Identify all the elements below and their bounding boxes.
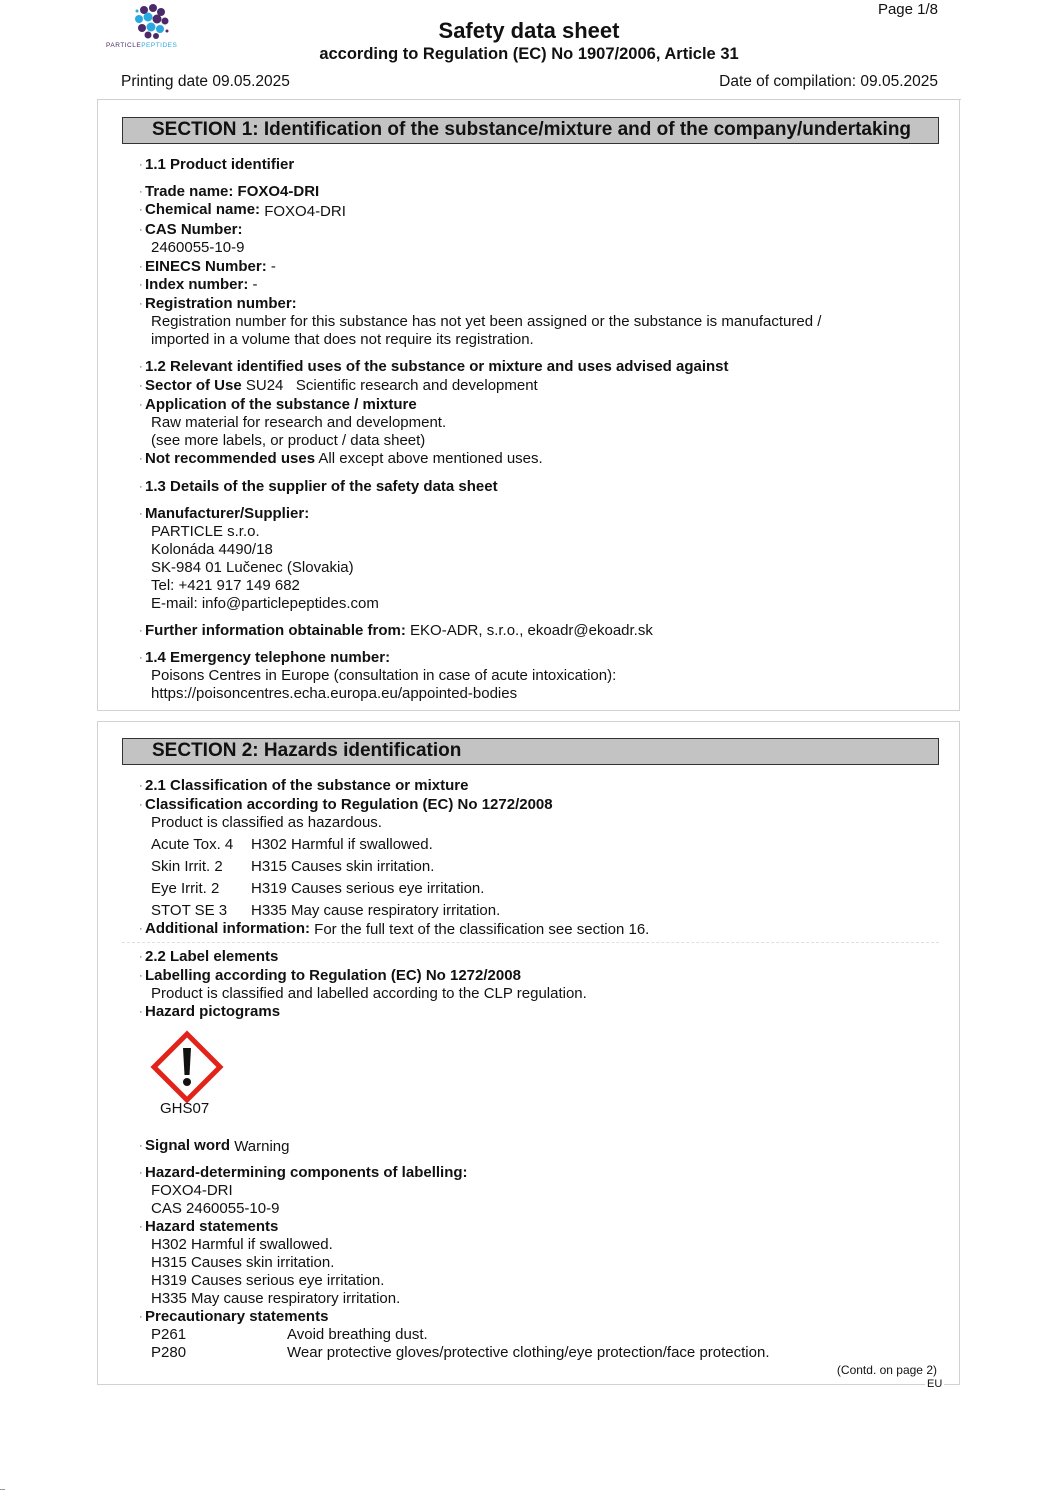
printing-date: Printing date 09.05.2025: [121, 73, 290, 90]
application-text-2: (see more labels, or product / data sheet): [151, 432, 426, 449]
hazard-statement: H315 Causes skin irritation.: [151, 1254, 335, 1271]
dashed-divider: [122, 942, 939, 943]
document-subtitle: according to Regulation (EC) No 1907/2006, Article 31: [319, 45, 739, 63]
hazard-components-label: · Hazard-determining components of labelling:: [139, 1164, 468, 1181]
classification-row: Acute Tox. 4 H302 Harmful if swallowed.: [151, 836, 433, 853]
classification-regulation: · Classification according to Regulation (EC) No 1272/2008: [139, 796, 553, 813]
continued-note: (Contd. on page 2): [836, 1363, 937, 1377]
classification-row: Skin Irrit. 2 H315 Causes skin irritation.: [151, 858, 435, 875]
address-line: Kolonáda 4490/18: [151, 541, 273, 558]
sector-of-use: · Sector of Use SU24 Scientific research and development: [139, 377, 538, 394]
subsection-2-2: · 2.2 Label elements: [139, 948, 279, 965]
emergency-link[interactable]: https://poisoncentres.echa.europa.eu/appointed-bodies: [151, 685, 518, 702]
registration-text-2: imported in a volume that does not require its registration.: [151, 331, 534, 348]
trade-name: · Trade name: FOXO4-DRI: [139, 183, 320, 200]
labelling-text: Product is classified and labelled according to the CLP regulation.: [151, 985, 587, 1002]
component-item: CAS 2460055-10-9: [151, 1200, 280, 1217]
section-1: [97, 100, 960, 711]
region-code: EU: [927, 1378, 943, 1390]
hazard-statement: H319 Causes serious eye irritation.: [151, 1272, 385, 1289]
cas-number-value: 2460055-10-9: [151, 239, 245, 256]
section-2-heading: SECTION 2: Hazards identification: [122, 738, 939, 765]
document-title: Safety data sheet: [438, 18, 620, 43]
manufacturer-label: · Manufacturer/Supplier:: [139, 505, 310, 522]
hazard-statements-label: · Hazard statements: [139, 1218, 279, 1235]
pictogram-code: GHS07: [160, 1100, 210, 1117]
index-number: · Index number: -: [139, 276, 258, 293]
subsection-2-1: · 2.1 Classification of the substance or mixture: [139, 777, 469, 794]
einecs-number: · EINECS Number: -: [139, 258, 276, 275]
labelling-regulation: · Labelling according to Regulation (EC) No 1272/2008: [139, 967, 521, 984]
precaution-row: P280 Wear protective gloves/protective clothing/eye protection/face protection.: [151, 1344, 770, 1361]
address-email[interactable]: E-mail: info@particlepeptides.com: [151, 595, 379, 612]
compilation-date: Date of compilation: 09.05.2025: [719, 73, 938, 90]
ghs07-exclamation-icon: [150, 1030, 224, 1104]
classification-text: Product is classified as hazardous.: [151, 814, 382, 831]
logo-text: PARTICLEPEPTIDES: [106, 42, 178, 49]
registration-text-1: Registration number for this substance has not yet been assigned or the substance is manufactured /: [151, 313, 822, 330]
subsection-1-1: · 1.1 Product identifier: [139, 156, 295, 173]
subsection-1-2: · 1.2 Relevant identified uses of the substance or mixture and uses advised against: [139, 358, 729, 375]
additional-information: · Additional information: For the full text of the classification see section 16.: [139, 920, 650, 938]
application-label: · Application of the substance / mixture: [139, 396, 417, 413]
section-1-heading: SECTION 1: Identification of the substance/mixture and of the company/undertaking: [122, 117, 939, 144]
precautionary-statements-label: · Precautionary statements: [139, 1308, 329, 1325]
page-number: Page 1/8: [877, 1, 938, 18]
section-2: [97, 721, 960, 1385]
address-line: SK-984 01 Lučenec (Slovakia): [151, 559, 354, 576]
component-item: FOXO4-DRI: [151, 1182, 233, 1199]
application-text-1: Raw material for research and development.: [151, 414, 447, 431]
hazard-statement: H335 May cause respiratory irritation.: [151, 1290, 401, 1307]
hazard-statement: H302 Harmful if swallowed.: [151, 1236, 333, 1253]
page-mark: [0, 1489, 5, 1490]
cas-number-label: · CAS Number:: [139, 221, 243, 238]
further-information: · Further information obtainable from: EKO-ADR, s.r.o., ekoadr@ekoadr.sk: [139, 622, 653, 639]
chemical-name: · Chemical name: FOXO4-DRI: [139, 201, 346, 220]
precaution-row: P261 Avoid breathing dust.: [151, 1326, 428, 1343]
emergency-text: Poisons Centres in Europe (consultation in case of acute intoxication):: [151, 667, 617, 684]
not-recommended-uses: · Not recommended uses All except above mentioned uses.: [139, 450, 543, 467]
subsection-1-3: · 1.3 Details of the supplier of the safety data sheet: [139, 478, 498, 495]
address-phone: Tel: +421 917 149 682: [151, 577, 300, 594]
classification-row: STOT SE 3 H335 May cause respiratory irritation.: [151, 902, 501, 919]
signal-word: · Signal word Warning: [139, 1137, 290, 1155]
registration-number-label: · Registration number:: [139, 295, 297, 312]
hazard-pictograms-label: · Hazard pictograms: [139, 1003, 281, 1020]
subsection-1-4: · 1.4 Emergency telephone number:: [139, 649, 391, 666]
address-line: PARTICLE s.r.o.: [151, 523, 260, 540]
classification-row: Eye Irrit. 2 H319 Causes serious eye irritation.: [151, 880, 485, 897]
